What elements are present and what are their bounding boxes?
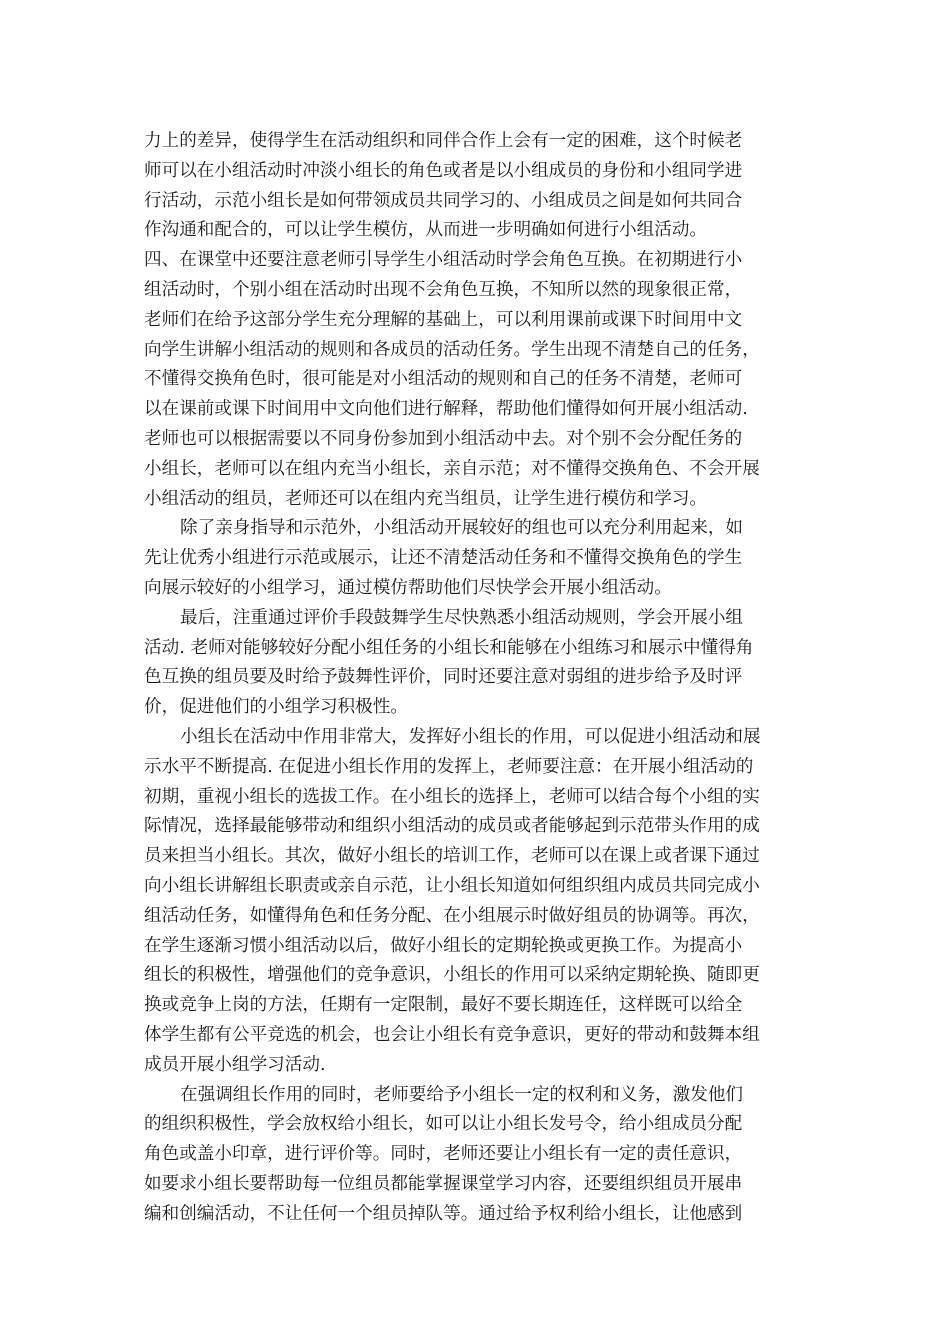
text-line: 小组长，老师可以在组内充当小组长，亲自示范；对不懂得交换角色、不会开展 bbox=[144, 458, 760, 479]
text-line: 老师们在给予这部分学生充分理解的基础上，可以利用课前或课下时间用中文 bbox=[144, 309, 743, 330]
document-body bbox=[144, 127, 804, 1229]
paragraph-first-line: 在强调组长作用的同时，老师要给予小组长一定的权利和义务，激发他们 bbox=[180, 1084, 744, 1105]
text-line: 初期，重视小组长的选拔工作。在小组长的选择上，老师可以结合每个小组的实 bbox=[144, 786, 760, 807]
text-line: 行活动，示范小组长是如何带领成员共同学习的、小组成员之间是如何共同合 bbox=[144, 190, 743, 211]
text-line: 不懂得交换角色时，很可能是对小组活动的规则和自己的任务不清楚，老师可 bbox=[144, 369, 743, 390]
text-line: 如要求小组长要帮助每一位组员都能掌握课堂学习内容，还要组织组员开展串 bbox=[144, 1173, 743, 1194]
text-line: 体学生都有公平竞选的机会，也会让小组长有竞争意识，更好的带动和鼓舞本组 bbox=[144, 1024, 760, 1045]
text-line: 成员开展小组学习活动. bbox=[144, 1054, 326, 1075]
text-line: 以在课前或课下时间用中文向他们进行解释，帮助他们懂得如何开展小组活动. bbox=[144, 399, 748, 420]
text-line: 小组活动的组员，老师还可以在组内充当组员，让学生进行模仿和学习。 bbox=[144, 488, 708, 509]
text-line: 换或竞争上岗的方法，任期有一定限制，最好不要长期连任，这样既可以给全 bbox=[144, 995, 743, 1016]
text-line: 际情况，选择最能够带动和组织小组活动的成员或者能够起到示范带头作用的成 bbox=[144, 816, 760, 837]
text-line: 组活动时，个别小组在活动时出现不会角色互换，不知所以然的现象很正常， bbox=[144, 279, 743, 300]
text-line: 在学生逐渐习惯小组活动以后，做好小组长的定期轮换或更换工作。为提高小 bbox=[144, 935, 743, 956]
text-line: 先让优秀小组进行示范或展示，让还不清楚活动任务和不懂得交换角色的学生 bbox=[144, 548, 743, 569]
text-line: 示水平不断提高. 在促进小组长作用的发挥上，老师要注意：在开展小组活动的 bbox=[144, 756, 754, 777]
paragraph-first-line: 小组长在活动中作用非常大，发挥好小组长的作用，可以促进小组活动和展 bbox=[180, 726, 761, 747]
text-line: 作沟通和配合的，可以让学生模仿，从而进一步明确如何进行小组活动。 bbox=[144, 220, 708, 241]
text-line: 师可以在小组活动时冲淡小组长的角色或者是以小组成员的身份和小组同学进 bbox=[144, 160, 743, 181]
text-line: 组活动任务，如懂得角色和任务分配、在小组展示时做好组员的协调等。再次， bbox=[144, 905, 760, 926]
text-line: 色互换的组员要及时给予鼓舞性评价，同时还要注意对弱组的进步给予及时评 bbox=[144, 667, 743, 688]
paragraph-first-line: 除了亲身指导和示范外，小组活动开展较好的组也可以充分利用起来，如 bbox=[180, 518, 744, 539]
text-line: 向小组长讲解组长职责或亲自示范，让小组长知道如何组织组内成员共同完成小 bbox=[144, 875, 760, 896]
paragraph-first-line: 最后，注重通过评价手段鼓舞学生尽快熟悉小组活动规则，学会开展小组 bbox=[180, 607, 744, 628]
text-line: 的组织积极性，学会放权给小组长，如可以让小组长发号令，给小组成员分配 bbox=[144, 1114, 743, 1135]
text-line: 组长的积极性，增强他们的竞争意识，小组长的作用可以采纳定期轮换、随即更 bbox=[144, 965, 760, 986]
text-line: 四、在课堂中还要注意老师引导学生小组活动时学会角色互换。在初期进行小 bbox=[144, 250, 743, 271]
text-line: 向展示较好的小组学习，通过模仿帮助他们尽快学会开展小组活动。 bbox=[144, 577, 672, 598]
text-line: 活动. 老师对能够较好分配小组任务的小组长和能够在小组练习和展示中懂得角 bbox=[144, 637, 754, 658]
text-line: 员来担当小组长。其次，做好小组长的培训工作，老师可以在课上或者课下通过 bbox=[144, 846, 760, 867]
text-line: 编和创编活动，不让任何一个组员掉队等。通过给予权利给小组长，让他感到 bbox=[144, 1203, 743, 1224]
text-line: 向学生讲解小组活动的规则和各成员的活动任务。学生出现不清楚自己的任务， bbox=[144, 339, 760, 360]
text-line: 价，促进他们的小组学习积极性。 bbox=[144, 697, 408, 718]
text-line: 角色或盖小印章，进行评价等。同时，老师还要让小组长有一定的责任意识， bbox=[144, 1144, 743, 1165]
text-line: 老师也可以根据需要以不同身份参加到小组活动中去。对个别不会分配任务的 bbox=[144, 428, 743, 449]
text-line: 力上的差异，使得学生在活动组织和同伴合作上会有一定的困难，这个时候老 bbox=[144, 131, 743, 151]
